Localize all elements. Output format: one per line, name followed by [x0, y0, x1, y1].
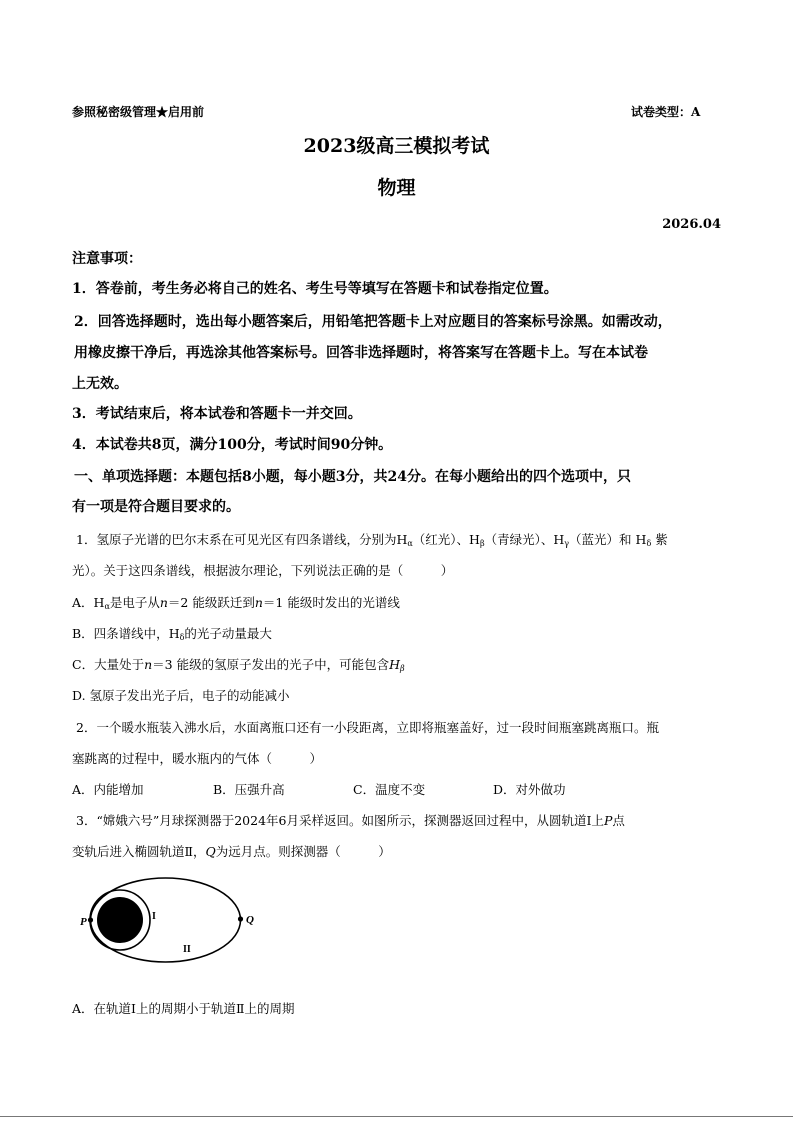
question-2-option-b: B．压强升高 [213, 782, 285, 797]
point-p-marker [88, 917, 93, 922]
question-2-stem: 2．一个暖水瓶装入沸水后，水面离瓶口还有一小段距离，立即将瓶塞盖好，过一段时间瓶塞跳离瓶口。瓶 [76, 720, 659, 735]
question-3-option-a: A．在轨道Ⅰ上的周期小于轨道Ⅱ上的周期 [72, 1001, 295, 1016]
question-1-stem-cont: 光）。关于这四条谱线，根据波尔理论，下列说法正确的是（ ） [72, 563, 454, 578]
label-p: P [80, 916, 87, 928]
section-heading: 一、单项选择题：本题包括8小题，每小题3分，共24分。在每小题给出的四个选项中，只 [74, 469, 631, 485]
question-3-stem-cont: 变轨后进入椭圆轨道Ⅱ，Q为远月点。则探测器（ ） [72, 844, 391, 859]
notice-item: 1．答卷前，考生务必将自己的姓名、考生号等填写在答题卡和试卷指定位置。 [72, 281, 558, 297]
question-1-option-d: D. 氢原子发出光子后，电子的动能减小 [72, 688, 290, 703]
page-bottom-rule [0, 1116, 793, 1117]
question-2-option-d: D．对外做功 [493, 782, 566, 797]
question-3-stem: 3．“嫦娥六号”月球探测器于2024年6月采样返回。如图所示，探测器返回过程中，从圆轨道Ⅰ上P点 [76, 813, 625, 828]
notice-item: 用橡皮擦干净后，再选涂其他答案标号。回答非选择题时，将答案写在答题卡上。写在本试卷 [74, 345, 648, 361]
label-orbit-i: I [152, 911, 156, 922]
paper-type-label: 试卷类型：A [631, 105, 701, 119]
notice-item: 上无效。 [72, 376, 128, 392]
exam-title: 2023级高三模拟考试 [303, 135, 490, 157]
question-2-option-c: C．温度不变 [353, 782, 426, 797]
notice-item: 2．回答选择题时，选出每小题答案后，用铅笔把答题卡上对应题目的答案标号涂黑。如需改动， [74, 314, 672, 330]
question-2-option-a: A．内能增加 [72, 782, 144, 797]
question-1-option-c: C．大量处于n＝3 能级的氢原子发出的光子中，可能包含$H_\beta$ [72, 657, 405, 673]
notice-item: 3．考试结束后，将本试卷和答题卡一并交回。 [72, 406, 362, 422]
label-orbit-ii: II [183, 944, 191, 955]
label-q: Q [246, 914, 254, 926]
section-heading-cont: 有一项是符合题目要求的。 [72, 499, 240, 515]
notice-item: 4．本试卷共8页，满分100分，考试时间90分钟。 [72, 437, 393, 453]
question-2-stem-cont: 塞跳离的过程中，暖水瓶内的气体（ ） [72, 751, 323, 766]
subject-title: 物理 [377, 177, 416, 199]
question-1-stem: 1．氢原子光谱的巴尔末系在可见光区有四条谱线，分别为$H_\alpha$（红光）、$H_\beta$（青绿光）、$H_\gamma$（蓝光）和 $H_\delta$ 紫 [76, 532, 668, 548]
point-q-marker [238, 916, 243, 921]
exam-date: 2026.04 [662, 217, 721, 232]
notice-heading: 注意事项： [72, 251, 142, 267]
confidential-label: 参照秘密级管理★启用前 [72, 105, 205, 119]
moon-icon [97, 897, 143, 943]
question-1-option-b: B．四条谱线中，$H_\delta$的光子动量最大 [72, 626, 272, 642]
question-1-option-a: A．$H_\alpha$是电子从n＝2 能级跃迁到n＝1 能级时发出的光谱线 [72, 595, 400, 611]
orbit-diagram [70, 872, 270, 972]
